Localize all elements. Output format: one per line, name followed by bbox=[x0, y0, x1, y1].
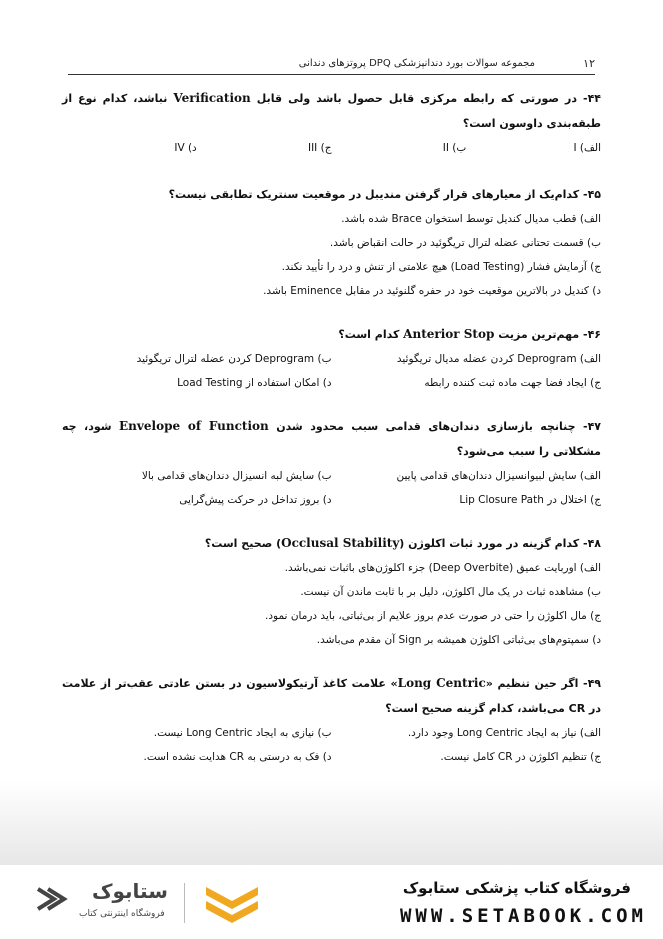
questions-section bbox=[62, 86, 601, 788]
options-grid bbox=[62, 464, 601, 512]
option-a: الف) اوربایت عمیق (Deep Overbite) جزء اکلوژن‌های باثبات نمی‌باشد. bbox=[284, 562, 601, 574]
option-b: ب) قسمت تحتانی عضله لترال تریگوئید در حالت انقباض باشد. bbox=[329, 237, 601, 249]
question-text: ۴۷- چنانچه بازسازی دندان‌های قدامی سبب محدود شدن Envelope of Function شود، چه مشکلاتی را سبب می‌شود؟ bbox=[62, 419, 602, 458]
option-c: ج) آزمایش فشار (Load Testing) هیچ علامتی از تنش و درد را تأیید نکند. bbox=[281, 261, 601, 273]
option-b: ب) Deprogram کردن عضله لترال تریگوئید bbox=[136, 353, 332, 365]
options-grid bbox=[62, 347, 601, 395]
option-c: ج) III bbox=[307, 142, 332, 154]
option-c: ج) تنظیم اکلوژن در CR کامل نیست. bbox=[440, 751, 601, 763]
option-a: الف) قطب مدیال کندیل توسط استخوان Brace شده باشد. bbox=[341, 213, 601, 225]
brand-subtitle: فروشگاه اینترنتی کتاب bbox=[79, 909, 165, 919]
question-text: ۴۴- در صورتی که رابطه مرکزی قابل حصول باشد ولی قابل Verification نباشد، کدام نوع از طبقه‌بندی داوسون است؟ bbox=[62, 91, 601, 130]
question-47 bbox=[62, 414, 601, 512]
option-b: ب) II bbox=[442, 142, 467, 154]
option-c: ج) ایجاد فضا جهت ماده ثبت کننده رابطه bbox=[424, 377, 601, 389]
option-d: د) فک به درستی به CR هدایت نشده است. bbox=[143, 751, 332, 763]
chevron-logo-icon bbox=[34, 885, 78, 925]
page-bottom-shadow bbox=[0, 780, 663, 865]
setabook-logo bbox=[34, 879, 274, 927]
footer-banner bbox=[0, 865, 663, 939]
option-d: د) سمپتوم‌های بی‌ثباتی اکلوژن همیشه بر Sign آن مقدم می‌باشد. bbox=[316, 634, 601, 646]
option-a: الف) Deprogram کردن عضله مدیال تریگوئید bbox=[396, 353, 601, 365]
option-c: ج) اختلال در Lip Closure Path bbox=[459, 494, 601, 506]
option-b: ب) مشاهده ثبات در یک مال اکلوژن، دلیل بر با ثابت ماندن آن نیست. bbox=[300, 586, 601, 598]
store-title: فروشگاه کتاب پزشکی ستابوک bbox=[402, 879, 631, 897]
option-a: الف) نیاز به ایجاد Long Centric وجود دارد. bbox=[407, 727, 601, 739]
option-d: د) بروز تداخل در حرکت پیش‌گرایی bbox=[179, 494, 332, 506]
question-text: ۴۶- مهم‌ترین مزیت Anterior Stop کدام است؟ bbox=[338, 327, 601, 341]
options-grid bbox=[62, 721, 601, 769]
option-d: د) کندیل در بالاترین موقعیت خود در حفره گلنوئید در مقابل Eminence باشد. bbox=[263, 285, 601, 297]
question-44 bbox=[62, 86, 601, 160]
question-text: ۴۹- اگر حین تنظیم «Long Centric» علامت کاغذ آرتیکولاسیون در بستن عادتی عقب‌تر از علامت در CR می‌باشد، کدام گزینه صحیح است؟ bbox=[62, 676, 601, 715]
options-row bbox=[62, 136, 601, 160]
question-46 bbox=[62, 322, 601, 395]
question-48 bbox=[62, 531, 601, 652]
option-b: ب) نیازی به ایجاد Long Centric نیست. bbox=[153, 727, 332, 739]
brand-logo-text: ستابوک bbox=[92, 879, 168, 903]
running-title: مجموعه سوالات بورد دندانپزشکی DPQ پروتزهای دندانی bbox=[298, 58, 535, 69]
store-url[interactable]: WWW.SETABOOK.COM bbox=[399, 905, 647, 927]
option-c: ج) مال اکلوژن را حتی در صورت عدم بروز علایم از بی‌ثباتی، باید درمان نمود. bbox=[265, 610, 601, 622]
logo-divider bbox=[184, 883, 185, 923]
question-45 bbox=[62, 182, 601, 303]
option-d: د) IV bbox=[174, 142, 197, 154]
option-b: ب) سایش لبه انسیزال دندان‌های قدامی بالا bbox=[141, 470, 332, 482]
option-a: الف) I bbox=[573, 142, 601, 154]
option-a: الف) سایش لبیوانسیزال دندان‌های قدامی پایین bbox=[396, 470, 601, 482]
question-text: ۴۵- کدام‌یک از معیارهای قرار گرفتن مندیبل در موقعیت سنتریک تطابقی نیست؟ bbox=[168, 188, 601, 201]
page-header bbox=[68, 56, 595, 75]
question-text: ۴۸- کدام گزینه در مورد ثبات اکلوژن (Occlusal Stability) صحیح است؟ bbox=[204, 536, 601, 550]
page-number: ۱۲ bbox=[583, 57, 595, 70]
book-chevron-icon bbox=[202, 881, 262, 925]
option-d: د) امکان استفاده از Load Testing bbox=[177, 377, 332, 389]
question-49 bbox=[62, 671, 601, 769]
